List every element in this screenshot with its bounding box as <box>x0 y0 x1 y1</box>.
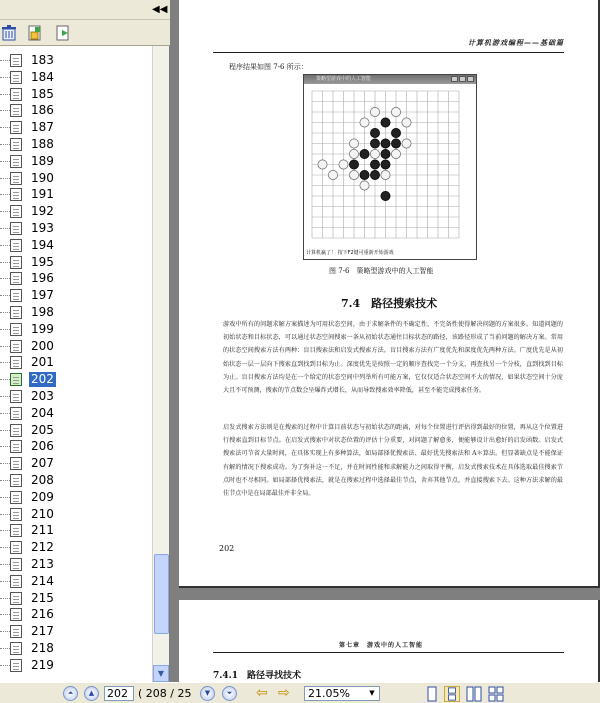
tree-connector <box>0 430 10 431</box>
page-bookmark-label: 193 <box>31 221 54 235</box>
tree-connector <box>0 665 10 666</box>
continuous-facing-view-icon[interactable] <box>488 686 504 702</box>
page-bookmark-item[interactable] <box>0 237 152 254</box>
black-stone <box>381 149 390 158</box>
tree-connector <box>0 127 10 128</box>
tree-connector <box>0 245 10 246</box>
page-thumbnail-icon <box>10 373 22 386</box>
page-bookmark-label: 184 <box>31 69 54 84</box>
black-stone <box>381 139 390 148</box>
page-thumbnail-icon <box>10 625 22 638</box>
page-bookmark-label: 218 <box>31 641 54 655</box>
page-thumbnail-icon <box>10 272 22 285</box>
page-bookmark-item[interactable] <box>0 203 152 220</box>
tree-connector <box>0 262 10 263</box>
page-thumbnail-icon <box>10 558 22 571</box>
page-thumbnail-icon <box>10 155 22 168</box>
intro-text: 程序结果如图 7-6 所示： <box>229 63 308 71</box>
page-bookmark-label: 199 <box>31 321 54 336</box>
page-thumbnail-icon <box>10 407 22 420</box>
page-thumbnail-icon <box>10 340 22 353</box>
continuous-view-icon[interactable] <box>444 686 460 702</box>
tree-connector <box>0 480 10 481</box>
tree-connector <box>0 94 10 95</box>
tree-connector <box>0 178 10 179</box>
tree-connector <box>0 631 10 632</box>
page-bookmark-item[interactable] <box>0 422 152 439</box>
black-stone <box>381 118 390 127</box>
page-thumbnail-icon <box>10 642 22 655</box>
tree-connector <box>0 514 10 515</box>
delete-bookmark-icon[interactable] <box>0 24 18 42</box>
page-bookmark-label: 185 <box>31 86 54 101</box>
page-thumbnail-icon <box>10 356 22 369</box>
page-thumbnail-icon <box>10 306 22 319</box>
subsection-title: 7.4.1 路径寻找技术 <box>213 671 302 681</box>
page-bookmark-item[interactable] <box>0 388 152 405</box>
page-bookmark-item[interactable] <box>0 405 152 422</box>
page-thumbnail-icon <box>10 222 22 235</box>
page-thumbnail-icon <box>10 659 22 672</box>
page-bookmark-item[interactable] <box>0 153 152 170</box>
page-thumbnail-icon <box>10 104 22 117</box>
tree-connector <box>0 396 10 397</box>
tree-connector <box>0 60 10 61</box>
page-bookmark-item[interactable] <box>0 220 152 237</box>
tree-connector <box>0 278 10 279</box>
page-thumbnail-icon <box>10 424 22 437</box>
tree-connector <box>0 362 10 363</box>
white-stone <box>391 107 400 116</box>
page-thumbnail-icon <box>10 524 22 537</box>
tree-connector <box>0 329 10 330</box>
page-bookmark-item[interactable] <box>0 539 152 556</box>
page-bookmark-label: 217 <box>31 624 54 639</box>
page-bookmark-item[interactable] <box>0 590 152 607</box>
page-thumbnail-icon <box>10 440 22 453</box>
page-bookmark-label: 219 <box>31 657 54 672</box>
page-bookmark-item[interactable] <box>0 606 152 623</box>
page-count-label: ( 208 / 25 <box>138 687 192 700</box>
page-bookmark-label: 198 <box>31 305 54 319</box>
page-bookmark-label: 203 <box>31 389 54 403</box>
section-title: 7.4 路径搜索技术 <box>341 297 438 310</box>
page-bookmark-item[interactable] <box>0 455 152 472</box>
page-bookmark-item[interactable] <box>0 489 152 506</box>
page-bookmark-label: 191 <box>31 187 54 202</box>
previous-page-button[interactable]: ▲ <box>84 686 99 701</box>
page-bookmark-label: 183 <box>31 53 54 67</box>
page-bookmark-item[interactable] <box>0 102 152 119</box>
white-stone <box>349 149 358 158</box>
new-bookmark-icon[interactable] <box>26 24 44 42</box>
page-number: 202 <box>219 544 235 553</box>
page-bookmark-item[interactable] <box>0 371 152 388</box>
pdf-page-next <box>179 600 600 682</box>
white-stone <box>318 160 327 169</box>
tree-connector <box>0 598 10 599</box>
black-stone <box>370 170 379 179</box>
page-thumbnail-icon <box>10 491 22 504</box>
page-bookmark-item[interactable] <box>0 52 152 69</box>
page-bookmark-list[interactable] <box>0 46 152 682</box>
white-stone <box>391 149 400 158</box>
page-thumbnail-icon <box>10 541 22 554</box>
close-icon <box>467 76 474 82</box>
white-stone <box>370 107 379 116</box>
single-page-view-icon[interactable] <box>424 686 440 702</box>
page-bookmark-item[interactable] <box>0 321 152 338</box>
page-bookmark-item[interactable] <box>0 438 152 455</box>
tree-connector <box>0 564 10 565</box>
tree-connector <box>0 446 10 447</box>
panel-title-bar <box>0 0 170 20</box>
page-bookmark-label: 216 <box>31 607 54 622</box>
page-bookmark-item[interactable] <box>0 287 152 304</box>
page-bookmark-item[interactable] <box>0 119 152 136</box>
page-bookmark-label: 212 <box>31 540 54 555</box>
body-paragraph: 游戏中所有的问题求解方案描述为可用状态空间，由于求解条件的不确定性、不完备性使得解决问题的方案很多。知道问题的初始状态和目标状态，可以通过状态空间搜索一条从初始状态通往目标状态的路径，该路径形成了当前问题的解决方案。常用的状态空间搜索方法有两种：盲目搜索法和启发式搜索方法。盲目搜索方法有广度优先和深度优先两种方法。广度优先是从初始状态一层一层向下搜索直到找到目标为止。深度优先是按照一定的顺序查找完一个分支，再查找另一个分枝，直到找到目标为止。盲目搜索方法均是在一个给定的状态空间中列举所有可能方案，它仅仅适合状态空间不大的情况，如果状态空间十分庞大且不可预测，搜索的节点数会呈爆炸式增长，从而导致搜索效率降低，甚至不能完成搜索任务。 <box>223 321 563 395</box>
page-thumbnail-icon <box>10 289 22 302</box>
page-thumbnail-icon <box>10 508 22 521</box>
page-bookmark-label: 214 <box>31 573 54 588</box>
black-stone <box>391 139 400 148</box>
page-bookmark-label: 186 <box>31 103 54 118</box>
white-stone <box>381 170 390 179</box>
tree-connector <box>0 648 10 649</box>
game-window-title: 策略型游戏中的人工智能 <box>316 76 372 82</box>
tree-connector <box>0 211 10 212</box>
page-bookmark-label: 204 <box>31 405 54 420</box>
tree-connector <box>0 346 10 347</box>
page-bookmark-item[interactable] <box>0 506 152 523</box>
tree-connector <box>0 144 10 145</box>
header-rule <box>213 52 564 53</box>
back-arrow-icon[interactable]: ⇦ <box>256 685 268 701</box>
page-thumbnail-icon <box>10 121 22 134</box>
page-thumbnail-icon <box>10 188 22 201</box>
page-bookmark-label: 192 <box>31 204 54 219</box>
black-stone <box>370 160 379 169</box>
page-bookmark-label: 195 <box>31 254 54 269</box>
running-head: 第七章 游戏中的人工智能 <box>339 642 424 649</box>
page-number-input[interactable] <box>104 686 134 701</box>
tree-connector <box>0 77 10 78</box>
page-thumbnail-icon <box>10 71 22 84</box>
page-bookmark-item[interactable] <box>0 69 152 86</box>
gomoku-board <box>308 87 472 243</box>
page-bookmark-label: 205 <box>31 422 54 437</box>
page-bookmark-item[interactable] <box>0 270 152 287</box>
page-thumbnail-icon <box>10 172 22 185</box>
page-thumbnail-icon <box>10 575 22 588</box>
tree-connector <box>0 228 10 229</box>
page-bookmark-item[interactable] <box>0 186 152 203</box>
page-bookmark-label: 211 <box>31 523 54 538</box>
tree-connector <box>0 295 10 296</box>
page-bookmark-label: 215 <box>31 590 54 605</box>
forward-arrow-icon[interactable]: ⇨ <box>278 685 290 701</box>
tree-connector <box>0 194 10 195</box>
minimize-icon <box>451 76 458 82</box>
facing-view-icon[interactable] <box>466 686 482 702</box>
page-bookmark-item[interactable] <box>0 136 152 153</box>
page-bookmark-item[interactable] <box>0 556 152 573</box>
page-thumbnail-icon <box>10 608 22 621</box>
tree-connector <box>0 614 10 615</box>
next-page-button[interactable]: ▼ <box>200 686 215 701</box>
page-bookmark-item[interactable] <box>0 657 152 674</box>
page-bookmark-item[interactable] <box>0 522 152 539</box>
bookmark-scrollbar[interactable] <box>152 46 169 682</box>
tree-connector <box>0 497 10 498</box>
tree-connector <box>0 379 10 380</box>
black-stone <box>381 191 390 200</box>
running-head: 计算机游戏编程——基础篇 <box>468 38 564 47</box>
page-thumbnail-icon <box>10 205 22 218</box>
tree-connector <box>0 413 10 414</box>
white-stone <box>402 118 411 127</box>
header-rule <box>213 652 564 653</box>
page-bookmark-item[interactable] <box>0 354 152 371</box>
page-thumbnail-icon <box>10 457 22 470</box>
page-bookmark-label: 202 <box>31 372 54 387</box>
page-thumbnail-icon <box>10 592 22 605</box>
page-bookmark-item[interactable] <box>0 304 152 321</box>
page-bookmark-label: 197 <box>31 288 54 303</box>
white-stone <box>328 170 337 179</box>
page-bookmark-item[interactable] <box>0 472 152 489</box>
white-stone <box>339 160 348 169</box>
page-bookmark-label: 187 <box>31 120 54 135</box>
tree-connector <box>0 312 10 313</box>
tree-connector <box>0 463 10 464</box>
game-window-figure <box>303 74 477 260</box>
page-bookmark-item[interactable] <box>0 640 152 657</box>
black-stone <box>370 139 379 148</box>
black-stone <box>360 149 369 158</box>
page-bookmark-label: 206 <box>31 439 54 454</box>
page-bookmark-item[interactable] <box>0 254 152 271</box>
zoom-select[interactable] <box>304 686 380 701</box>
page-bookmark-item[interactable] <box>0 573 152 590</box>
page-thumbnail-icon <box>10 239 22 252</box>
black-stone <box>370 128 379 137</box>
collapse-panel-button[interactable]: ◀◀ <box>152 4 168 15</box>
tree-connector <box>0 581 10 582</box>
navigation-bar <box>0 682 600 703</box>
game-window-titlebar <box>304 75 476 84</box>
maximize-icon <box>459 76 466 82</box>
scroll-down-button[interactable]: ▼ <box>153 665 169 682</box>
page-thumbnail-icon <box>10 474 22 487</box>
white-stone <box>370 149 379 158</box>
tree-connector <box>0 530 10 531</box>
tree-connector <box>0 547 10 548</box>
page-bookmark-label: 200 <box>31 338 54 353</box>
page-bookmark-label: 194 <box>31 237 54 252</box>
white-stone <box>360 181 369 190</box>
black-stone <box>349 160 358 169</box>
page-bookmark-label: 209 <box>31 489 54 504</box>
page-bookmark-label: 208 <box>31 473 54 487</box>
page-bookmark-label: 201 <box>31 355 54 370</box>
bookmark-panel <box>0 0 170 682</box>
game-status-text: 计算机赢了！ 按下F2键可重新开始游戏 <box>306 250 394 256</box>
page-bookmark-item[interactable] <box>0 338 152 355</box>
page-bookmark-item[interactable] <box>0 86 152 103</box>
black-stone <box>391 128 400 137</box>
white-stone <box>360 118 369 127</box>
page-bookmark-item[interactable] <box>0 623 152 640</box>
expand-bookmark-icon[interactable] <box>54 24 72 42</box>
white-stone <box>402 139 411 148</box>
white-stone <box>349 170 358 179</box>
white-stone <box>349 139 358 148</box>
page-thumbnail-icon <box>10 138 22 151</box>
zoom-value: 21.05% <box>308 687 350 700</box>
bookmark-toolbar <box>0 20 170 46</box>
figure-caption: 图 7-6 策略型游戏中的人工智能 <box>329 267 434 275</box>
page-bookmark-label: 189 <box>31 153 54 168</box>
page-bookmark-label: 213 <box>31 557 54 571</box>
black-stone <box>381 160 390 169</box>
page-thumbnail-icon <box>10 323 22 336</box>
page-bookmark-label: 210 <box>31 506 54 521</box>
document-view[interactable] <box>171 0 600 682</box>
pdf-page <box>179 0 600 588</box>
page-thumbnail-icon <box>10 88 22 101</box>
tree-connector <box>0 161 10 162</box>
first-page-button[interactable]: ⏶ <box>63 686 78 701</box>
last-page-button[interactable]: ⏷ <box>222 686 237 701</box>
page-bookmark-label: 196 <box>31 271 54 286</box>
chevron-down-icon[interactable]: ▼ <box>369 689 375 697</box>
page-bookmark-label: 207 <box>31 456 54 471</box>
scrollbar-thumb[interactable] <box>154 554 169 634</box>
page-thumbnail-icon <box>10 256 22 269</box>
page-thumbnail-icon <box>10 54 22 67</box>
black-stone <box>360 170 369 179</box>
page-bookmark-item[interactable] <box>0 170 152 187</box>
page-thumbnail-icon <box>10 390 22 403</box>
page-bookmark-label: 190 <box>31 170 54 185</box>
page-bookmark-label: 188 <box>31 137 54 151</box>
body-paragraph: 启发式搜索方法则是在搜索的过程中计算目前状态与初始状态的距离，对每个位置进行评估得到最好的位置，再从这个位置进行搜索直到目标节点。在启发式搜索中对状态位置的评估十分重要，对问题了解愈多，便能够设计出愈好的启发函数。启发式搜索法可节省大量时间，在具体实现上有多种算法，如局部择优搜索法、最好优先搜索法和 A＊算法。但显著缺点是不能保证有解的情况下搜索成功。为了弥补这一不足，并在时间性能和求解能力之间取得平衡，启发式搜索技术在具体选取最佳搜索节点时也不尽相同。如局部择优搜索法，就是在搜索过程中选择最佳节点，舍弃其他节点，并直接搜索下去。这种方法求解的最佳节点中是在局部最佳并非全局。 <box>223 424 563 498</box>
tree-connector <box>0 110 10 111</box>
